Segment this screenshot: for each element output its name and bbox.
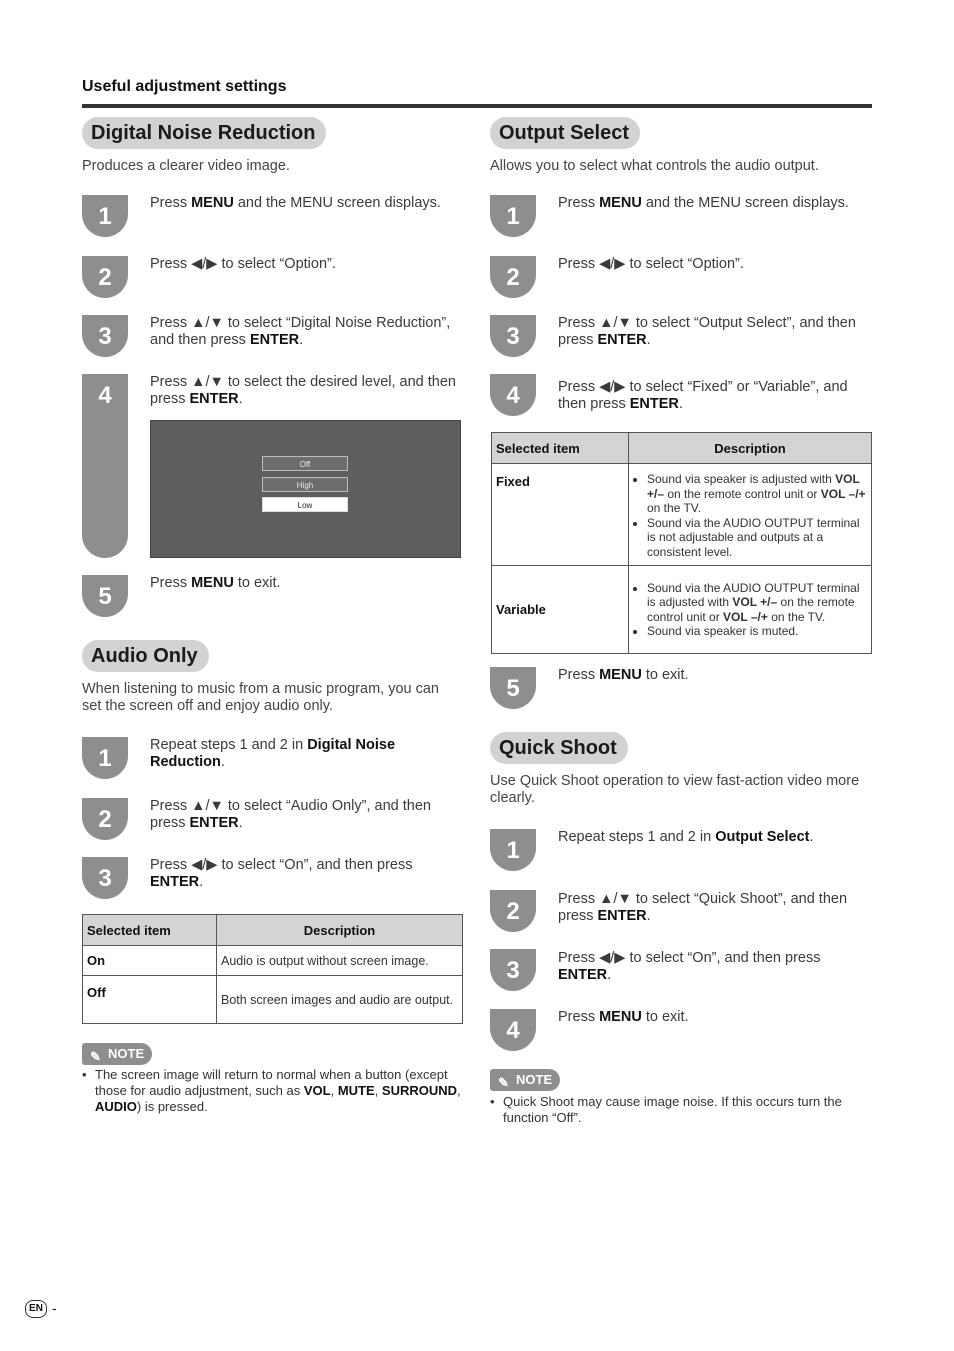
output-select-step-1: Press MENU and the MENU screen displays. xyxy=(558,195,849,211)
dnr-step-2: Press ◀/▶ to select “Option”. xyxy=(150,256,336,272)
step-number: 1 xyxy=(82,737,128,779)
step-number: 4 xyxy=(490,374,536,416)
dnr-menu-screen xyxy=(150,420,461,558)
bullet-item: • Sound via the AUDIO OUTPUT terminal is not adjustable and outputs at a consistent level. xyxy=(647,516,867,560)
dnr-step-4: Press ▲/▼ to select the desired level, and then press ENTER. xyxy=(150,374,456,407)
step-number: 1 xyxy=(490,829,536,871)
dnr-step-3: Press ▲/▼ to select “Digital Noise Reduction”, and then press ENTER. xyxy=(150,315,451,348)
step-number: 3 xyxy=(82,315,128,357)
table-cell-desc: Both screen images and audio are output. xyxy=(217,976,463,1024)
dnr-step-1: Press MENU and the MENU screen displays. xyxy=(150,195,441,211)
quick-shoot-title: Quick Shoot xyxy=(490,732,628,764)
output-select-table xyxy=(491,432,872,654)
quick-shoot-step-2: Press ▲/▼ to select “Quick Shoot”, and then press ENTER. xyxy=(558,891,848,924)
table-row xyxy=(492,464,872,566)
table-cell-item: Variable xyxy=(492,566,629,654)
menu-option-high[interactable]: High xyxy=(262,477,348,492)
step-number: 5 xyxy=(82,575,128,617)
dnr-step-5: Press MENU to exit. xyxy=(150,575,281,591)
bullet-item: • Sound via speaker is muted. xyxy=(647,624,867,639)
pencil-icon: ✎ xyxy=(90,1049,101,1064)
output-select-step-3: Press ▲/▼ to select “Output Select”, and then press ENTER. xyxy=(558,315,856,348)
audio-only-table xyxy=(82,914,463,1024)
header-divider xyxy=(82,104,872,108)
table-cell-desc xyxy=(629,566,872,654)
output-select-intro: Allows you to select what controls the audio output. xyxy=(490,158,819,174)
section-header: Useful adjustment settings xyxy=(82,78,287,95)
step-number: 4 xyxy=(82,374,128,558)
menu-option-off[interactable]: Off xyxy=(262,456,348,471)
quick-shoot-note: • Quick Shoot may cause image noise. If this occurs turn the function “Off”. xyxy=(490,1094,842,1125)
table-cell-desc xyxy=(629,464,872,566)
bullet-item: • Sound via the AUDIO OUTPUT terminal is adjusted with VOL +/– on the remote control unit or VOL –/+ on the TV. xyxy=(647,581,867,625)
step-number: 4 xyxy=(490,1009,536,1051)
page-number: - xyxy=(52,1300,57,1316)
table-header-item: Selected item xyxy=(83,915,217,946)
audio-only-step-2: Press ▲/▼ to select “Audio Only”, and then press ENTER. xyxy=(150,798,431,831)
table-header-item: Selected item xyxy=(492,433,629,464)
output-select-step-2: Press ◀/▶ to select “Option”. xyxy=(558,256,744,272)
table-cell-item: Fixed xyxy=(492,464,629,566)
step-number: 2 xyxy=(82,798,128,840)
output-select-step-5: Press MENU to exit. xyxy=(558,667,689,683)
table-header-description: Description xyxy=(217,915,463,946)
quick-shoot-intro: Use Quick Shoot operation to view fast-action video more clearly. xyxy=(490,773,860,806)
audio-only-title: Audio Only xyxy=(82,640,209,672)
table-row xyxy=(83,976,463,1024)
note-badge: ✎ NOTE xyxy=(490,1069,560,1091)
audio-only-step-1: Repeat steps 1 and 2 in Digital Noise Reduction. xyxy=(150,737,396,770)
step-number: 2 xyxy=(82,256,128,298)
table-cell-item: Off xyxy=(83,976,217,1024)
menu-option-low-selected[interactable]: Low xyxy=(262,497,348,512)
quick-shoot-step-4: Press MENU to exit. xyxy=(558,1009,689,1025)
pencil-icon: ✎ xyxy=(498,1075,509,1090)
table-row xyxy=(492,566,872,654)
step-number: 2 xyxy=(490,256,536,298)
step-number: 2 xyxy=(490,890,536,932)
note-badge: ✎ NOTE xyxy=(82,1043,152,1065)
bullet: • xyxy=(490,1094,495,1109)
step-number: 3 xyxy=(490,949,536,991)
dnr-title: Digital Noise Reduction xyxy=(82,117,326,149)
table-row xyxy=(83,946,463,976)
audio-only-step-3: Press ◀/▶ to select “On”, and then press ENTER. xyxy=(150,857,413,890)
output-select-step-4: Press ◀/▶ to select “Fixed” or “Variable”, and then press ENTER. xyxy=(558,379,848,412)
step-number: 3 xyxy=(82,857,128,899)
bullet-item: • Sound via speaker is adjusted with VOL +/– on the remote control unit or VOL –/+ on the TV. xyxy=(647,472,867,516)
bullet: • xyxy=(82,1067,87,1082)
audio-only-intro: When listening to music from a music program, you can set the screen off and enjoy audio only. xyxy=(82,681,439,714)
step-number: 1 xyxy=(490,195,536,237)
language-badge: EN xyxy=(25,1300,47,1318)
table-header-description: Description xyxy=(629,433,872,464)
table-cell-desc: Audio is output without screen image. xyxy=(217,946,463,976)
step-number: 5 xyxy=(490,667,536,709)
step-number: 1 xyxy=(82,195,128,237)
quick-shoot-step-1: Repeat steps 1 and 2 in Output Select. xyxy=(558,829,814,845)
audio-only-note: • The screen image will return to normal when a button (except those for audio adjustment, such as VOL, MUTE, SURROUND, AUDIO) is pressed. xyxy=(82,1067,461,1114)
quick-shoot-step-3: Press ◀/▶ to select “On”, and then press ENTER. xyxy=(558,950,821,983)
table-cell-item: On xyxy=(83,946,217,976)
output-select-title: Output Select xyxy=(490,117,640,149)
dnr-intro: Produces a clearer video image. xyxy=(82,158,290,174)
step-number: 3 xyxy=(490,315,536,357)
